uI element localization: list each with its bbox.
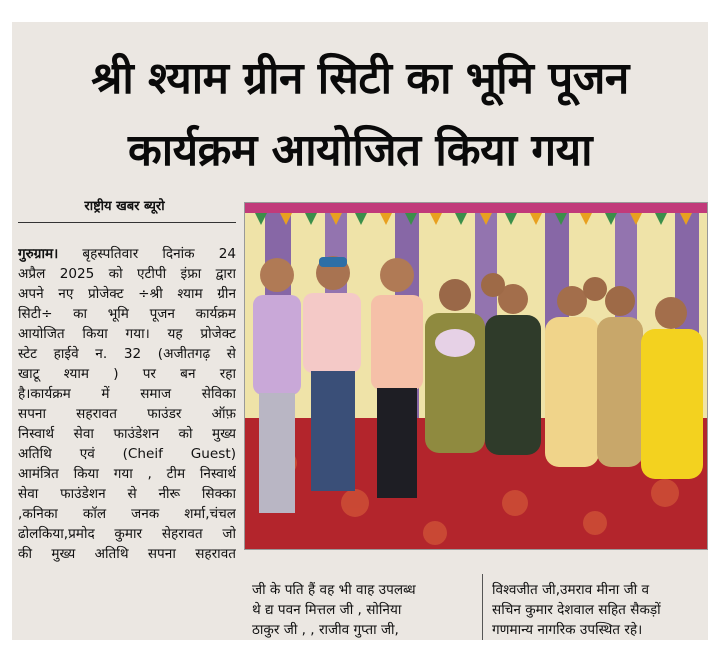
column-3-line: सचिन कुमार देशवाल सहित सैकड़ों (492, 602, 661, 618)
column-1-line: आमंत्रित किया गया , टीम निस्वार्थ (18, 466, 236, 482)
event-photo (244, 202, 708, 550)
column-1-line: की मुख्य अतिथि सपना सहरावत (18, 546, 236, 562)
column-2-line: ठाकुर जी , , राजीव गुप्ता जी, (252, 622, 399, 638)
headline-line-1: श्री श्याम ग्रीन सिटी का भूमि पूजन (91, 53, 629, 104)
column-1-line: स्टेट हाईवे न. 32 (अजीतगढ़ से (18, 346, 236, 362)
column-1-line: आयोजित किया गया। यह प्रोजेक्ट (18, 326, 236, 342)
column-1-line-text: बृहस्पतिवार दिनांक 24 (58, 246, 236, 262)
column-1-line: सिटी÷ का भूमि पूजन कार्यक्रम (18, 306, 236, 322)
column-1-line: ढोलकिया,प्रमोद कुमार सेहरावत जो (18, 526, 236, 542)
column-1-line: अप्रैल 2025 को एटीपी इंफ्रा द्वारा (18, 266, 236, 282)
byline: राष्ट्रीय खबर ब्यूरो (84, 199, 165, 214)
byline-rule (18, 222, 236, 223)
column-divider (482, 574, 483, 640)
headline-line-2: कार्यक्रम आयोजित किया गया (127, 125, 593, 176)
column-3-line: विश्वजीत जी,उमराव मीना जी व (492, 582, 650, 598)
article-column-1 (18, 244, 236, 564)
column-1-line: खाटू श्याम ) पर बन रहा (18, 366, 236, 382)
column-1-line: सपना सहरावत फाउंडर ऑफ़ (18, 406, 236, 422)
column-2-line: जी के पति हैं वह भी वाह उपलब्ध (252, 582, 416, 598)
column-1-line: अतिथि एवं (Cheif Guest) (18, 446, 236, 462)
dateline: गुरुग्राम। (18, 246, 59, 262)
column-1-line: निस्वार्थ सेवा फाउंडेशन को मुख्य (18, 426, 236, 442)
column-3-line: गणमान्य नागरिक उपस्थित रहे। (492, 622, 643, 638)
newspaper-clipping (12, 22, 708, 640)
column-1-line: अपने नए प्रोजेक्ट ÷श्री श्याम ग्रीन (18, 286, 236, 302)
column-1-line: है।कार्यक्रम में समाज सेविका (18, 386, 236, 402)
article-column-3 (492, 580, 704, 640)
column-2-line: थे द्य पवन मित्तल जी , सोनिया (252, 602, 402, 618)
column-1-line (18, 244, 236, 264)
column-1-line: सेवा फाउंडेशन से नीरू सिक्का (18, 486, 236, 502)
event-photo-illustration (245, 203, 707, 549)
column-1-line: ,कनिका कॉल जनक शर्मा,चंचल (18, 506, 236, 522)
article-column-2 (252, 580, 474, 640)
